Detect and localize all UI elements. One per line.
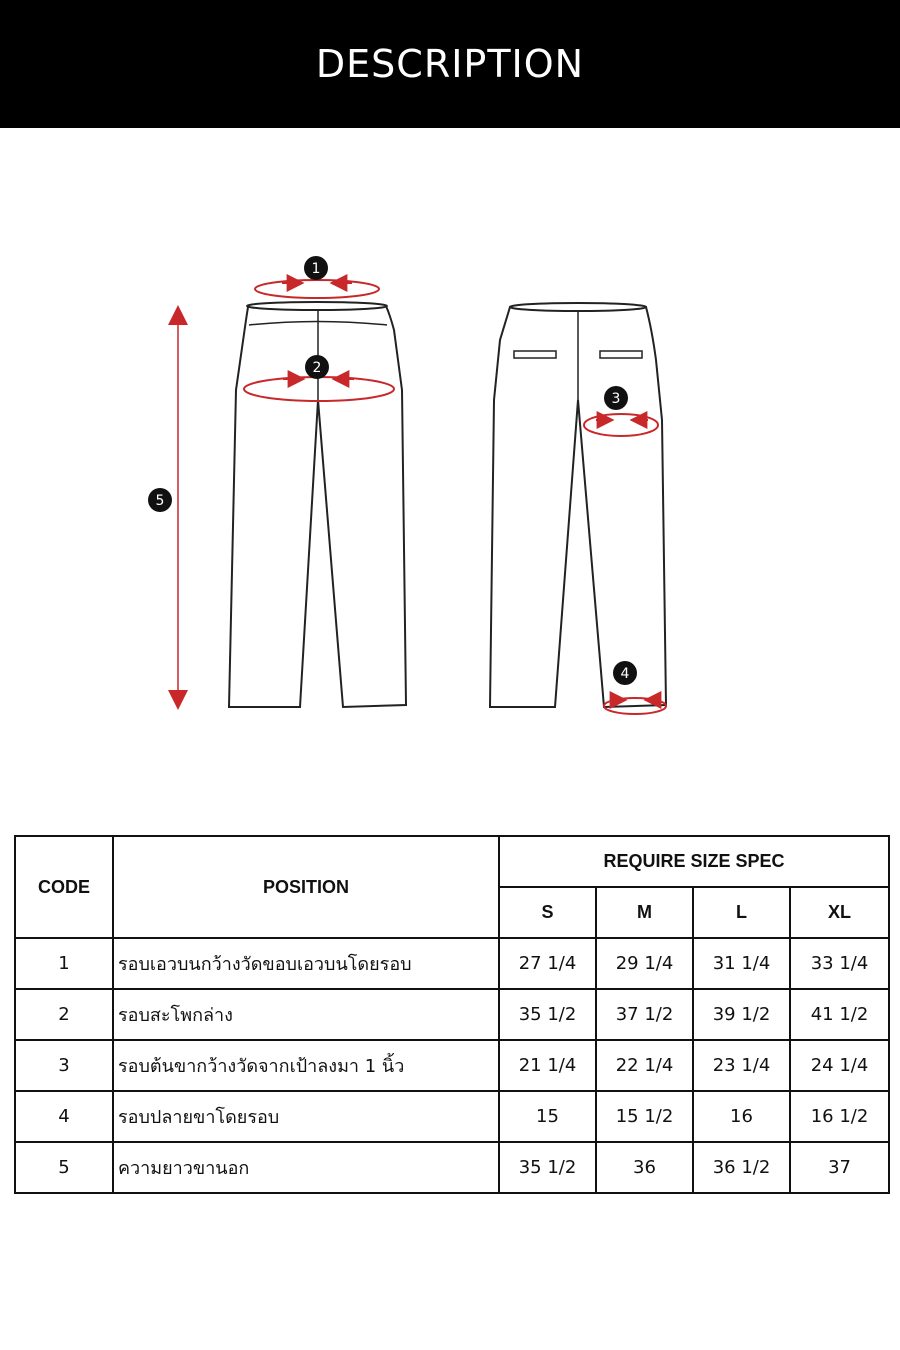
back-pants-outline — [490, 303, 666, 707]
header-size-l: L — [693, 887, 790, 938]
header-size-xl: XL — [790, 887, 889, 938]
row-value-xl: 16 1/2 — [790, 1091, 889, 1142]
row-position: รอบปลายขาโดยรอบ — [113, 1091, 499, 1142]
row-value-l: 36 1/2 — [693, 1142, 790, 1193]
header-size-s: S — [499, 887, 596, 938]
row-value-xl: 37 — [790, 1142, 889, 1193]
row-code: 4 — [15, 1091, 113, 1142]
row-position: รอบสะโพกล่าง — [113, 989, 499, 1040]
row-value-xl: 41 1/2 — [790, 989, 889, 1040]
row-code: 1 — [15, 938, 113, 989]
row-value-l: 39 1/2 — [693, 989, 790, 1040]
row-value-m: 36 — [596, 1142, 693, 1193]
measure-waist — [255, 280, 379, 298]
marker-badge-2 — [305, 355, 329, 379]
table-row — [15, 1091, 889, 1142]
header-bar — [0, 0, 900, 128]
header-code: CODE — [15, 836, 113, 938]
row-code: 3 — [15, 1040, 113, 1091]
size-spec-table — [14, 835, 890, 1194]
marker-label-4: 4 — [620, 666, 630, 682]
row-value-l: 23 1/4 — [693, 1040, 790, 1091]
row-value-s: 15 — [499, 1091, 596, 1142]
table-row — [15, 989, 889, 1040]
row-value-s: 27 1/4 — [499, 938, 596, 989]
table-row — [15, 938, 889, 989]
header-require-size-spec: REQUIRE SIZE SPEC — [499, 836, 889, 887]
page-title: DESCRIPTION — [315, 42, 585, 86]
table-row — [15, 1142, 889, 1193]
marker-badge-5 — [148, 488, 172, 512]
header-position: POSITION — [113, 836, 499, 938]
row-code: 5 — [15, 1142, 113, 1193]
row-value-l: 31 1/4 — [693, 938, 790, 989]
header-size-m: M — [596, 887, 693, 938]
row-value-s: 21 1/4 — [499, 1040, 596, 1091]
row-position: รอบต้นขากว้างวัดจากเป้าลงมา 1 นิ้ว — [113, 1040, 499, 1091]
marker-badge-1 — [304, 256, 328, 280]
marker-label-1: 1 — [311, 261, 321, 277]
row-value-s: 35 1/2 — [499, 989, 596, 1040]
table-row — [15, 1040, 889, 1091]
row-value-xl: 24 1/4 — [790, 1040, 889, 1091]
pants-diagram-svg — [0, 128, 900, 828]
row-value-xl: 33 1/4 — [790, 938, 889, 989]
table-header-row — [15, 836, 889, 887]
row-position: รอบเอวบนกว้างวัดขอบเอวบนโดยรอบ — [113, 938, 499, 989]
marker-label-3: 3 — [611, 391, 621, 407]
row-value-s: 35 1/2 — [499, 1142, 596, 1193]
row-value-l: 16 — [693, 1091, 790, 1142]
marker-label-5: 5 — [155, 493, 165, 509]
row-value-m: 29 1/4 — [596, 938, 693, 989]
row-value-m: 15 1/2 — [596, 1091, 693, 1142]
measure-outseam — [168, 305, 188, 710]
row-position: ความยาวขานอก — [113, 1142, 499, 1193]
marker-badge-3 — [604, 386, 628, 410]
row-value-m: 22 1/4 — [596, 1040, 693, 1091]
pants-diagram — [0, 128, 900, 828]
marker-label-2: 2 — [312, 360, 322, 376]
marker-badge-4 — [613, 661, 637, 685]
row-code: 2 — [15, 989, 113, 1040]
row-value-m: 37 1/2 — [596, 989, 693, 1040]
